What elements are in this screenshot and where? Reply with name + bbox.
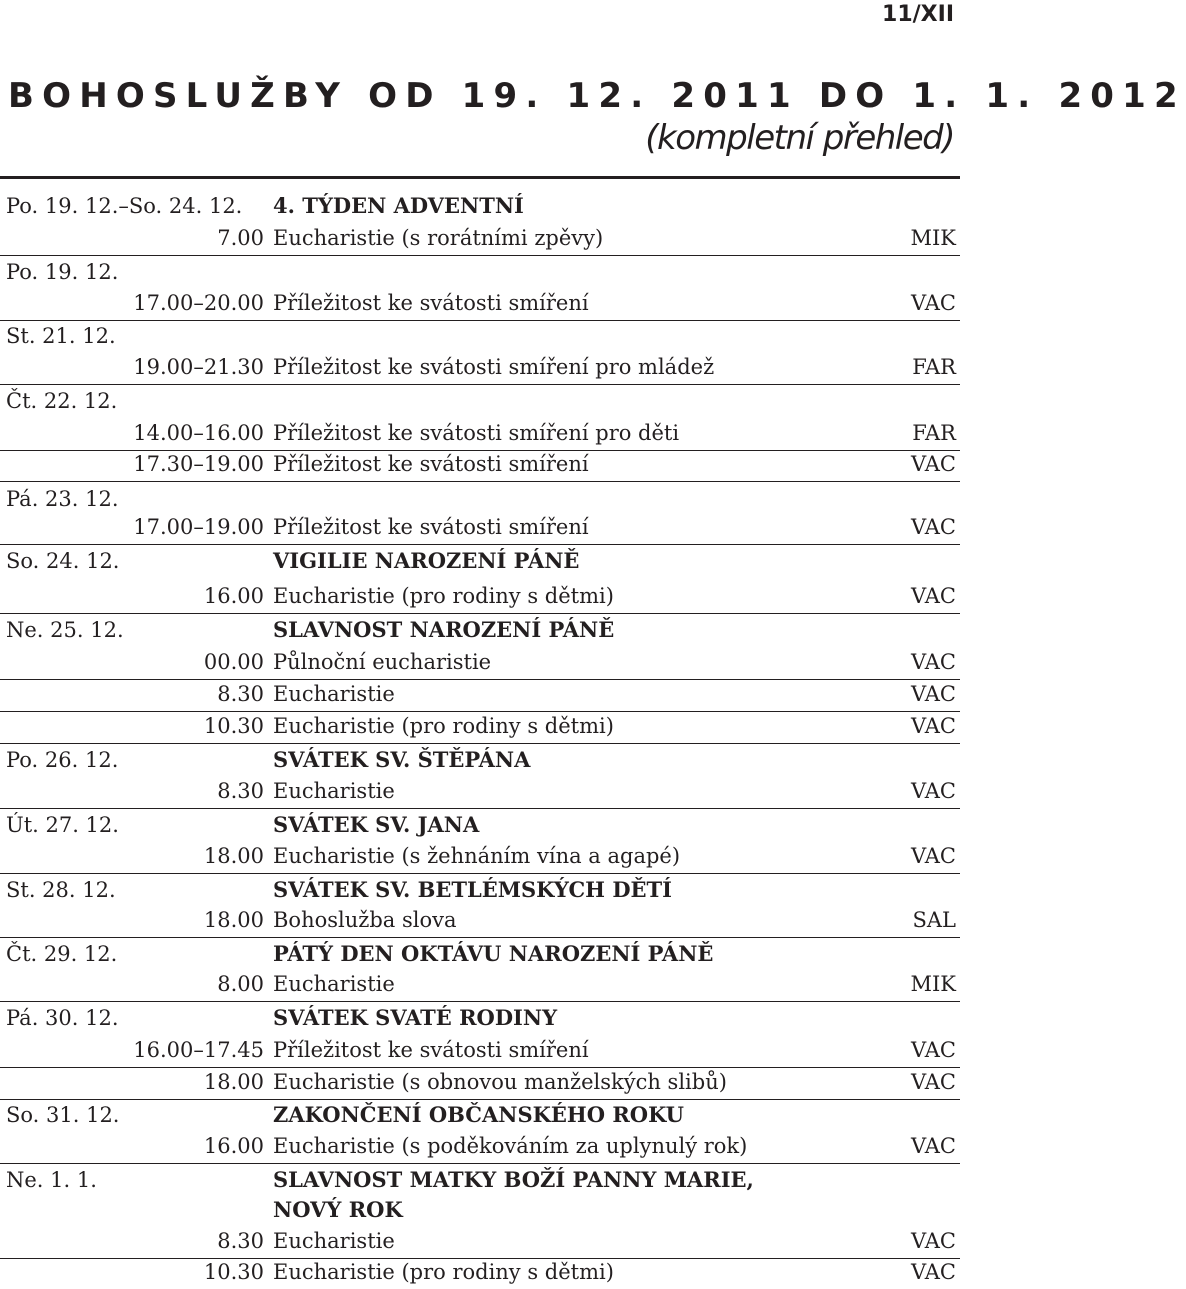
row-location: VAC [911, 650, 956, 674]
row-location: VAC [911, 515, 956, 539]
row-text: VIGILIE NAROZENÍ PÁNĚ [273, 548, 580, 573]
row-location: VAC [911, 682, 956, 706]
schedule-row [0, 485, 960, 516]
row-text: 4. TÝDEN ADVENTNÍ [273, 193, 524, 218]
row-text: Příležitost ke svátosti smíření [273, 452, 589, 476]
row-date: Út. 27. 12. [6, 813, 119, 837]
schedule-row [0, 712, 960, 744]
row-time: 8.30 [217, 1229, 264, 1253]
row-location: MIK [910, 972, 956, 996]
row-text: Příležitost ke svátosti smíření [273, 291, 589, 315]
row-text: SVÁTEK SV. BETLÉMSKÝCH DĚTÍ [273, 877, 672, 902]
schedule-row [0, 842, 960, 874]
schedule-row [0, 811, 960, 842]
schedule-row [0, 777, 960, 809]
row-time: 8.00 [217, 972, 264, 996]
row-text: Eucharistie (s obnovou manželských slibů) [273, 1070, 727, 1094]
schedule-row [0, 547, 960, 578]
schedule-row [0, 1068, 960, 1100]
schedule-row [0, 616, 960, 647]
row-text: Bohoslužba slova [273, 908, 457, 932]
schedule-row [0, 450, 960, 482]
schedule-row [0, 906, 960, 938]
schedule-row [0, 1004, 960, 1035]
row-date: Ne. 25. 12. [6, 618, 124, 642]
schedule-row [0, 970, 960, 1002]
row-date: Po. 19. 12. [6, 260, 119, 284]
row-location: VAC [911, 1134, 956, 1158]
row-date: So. 31. 12. [6, 1103, 120, 1127]
row-text: Eucharistie [273, 682, 395, 706]
row-date: Ne. 1. 1. [6, 1168, 97, 1192]
row-time: 18.00 [203, 844, 264, 868]
row-time: 14.00–16.00 [133, 421, 264, 445]
row-time: 17.30–19.00 [133, 452, 264, 476]
schedule-row [0, 1227, 960, 1259]
schedule-row [0, 940, 960, 971]
row-date: Čt. 22. 12. [6, 389, 118, 413]
schedule-row [0, 224, 960, 256]
schedule-row [0, 746, 960, 777]
row-text: Eucharistie (s poděkováním za uplynulý rok) [273, 1134, 748, 1158]
row-text: Eucharistie [273, 1229, 395, 1253]
row-time: 10.30 [203, 714, 264, 738]
row-text: SVÁTEK SV. ŠTĚPÁNA [273, 747, 531, 772]
schedule-row [0, 192, 960, 223]
schedule-row [0, 1258, 960, 1289]
schedule-row [0, 1166, 960, 1197]
row-time: 8.30 [217, 682, 264, 706]
row-location: VAC [911, 1038, 956, 1062]
row-location: FAR [912, 421, 956, 445]
schedule-row [0, 1196, 960, 1227]
row-location: VAC [911, 779, 956, 803]
row-time: 18.00 [203, 1070, 264, 1094]
row-date: Pá. 23. 12. [6, 487, 119, 511]
row-location: VAC [911, 714, 956, 738]
row-text: SLAVNOST NAROZENÍ PÁNĚ [273, 617, 615, 642]
row-time: 16.00 [203, 584, 264, 608]
schedule-row [0, 289, 960, 321]
row-text: SLAVNOST MATKY BOŽÍ PANNY MARIE, [273, 1167, 754, 1192]
row-text: Eucharistie [273, 779, 395, 803]
row-location: VAC [911, 584, 956, 608]
row-text: SVÁTEK SVATÉ RODINY [273, 1005, 558, 1030]
row-location: MIK [910, 226, 956, 250]
row-location: FAR [912, 355, 956, 379]
schedule-row [0, 582, 960, 614]
page-title: BOHOSLUŽBY OD 19. 12. 2011 DO 1. 1. 2012 [8, 76, 1186, 116]
row-date: Čt. 29. 12. [6, 942, 118, 966]
row-date: Pá. 30. 12. [6, 1006, 119, 1030]
row-location: VAC [911, 1070, 956, 1094]
row-text: SVÁTEK SV. JANA [273, 812, 480, 837]
row-text: Eucharistie [273, 972, 395, 996]
row-text: Eucharistie (pro rodiny s dětmi) [273, 1260, 614, 1284]
row-time: 00.00 [203, 650, 264, 674]
row-date: Po. 19. 12.–So. 24. 12. [6, 194, 243, 218]
row-text: Eucharistie (pro rodiny s dětmi) [273, 584, 614, 608]
row-time: 16.00 [203, 1134, 264, 1158]
row-date: Po. 26. 12. [6, 748, 119, 772]
row-location: VAC [911, 291, 956, 315]
row-text: ZAKONČENÍ OBČANSKÉHO ROKU [273, 1102, 684, 1127]
row-text: Půlnoční eucharistie [273, 650, 492, 674]
row-text: Eucharistie (s rorátními zpěvy) [273, 226, 604, 250]
schedule-row [0, 648, 960, 680]
schedule-row [0, 1132, 960, 1164]
row-location: SAL [912, 908, 956, 932]
row-text: Eucharistie (pro rodiny s dětmi) [273, 714, 614, 738]
row-location: VAC [911, 452, 956, 476]
row-text: Příležitost ke svátosti smíření [273, 515, 589, 539]
row-time: 17.00–19.00 [133, 515, 264, 539]
row-text: PÁTÝ DEN OKTÁVU NAROZENÍ PÁNĚ [273, 941, 714, 966]
row-time: 10.30 [203, 1260, 264, 1284]
row-time: 17.00–20.00 [133, 291, 264, 315]
row-time: 18.00 [203, 908, 264, 932]
row-text: Příležitost ke svátosti smíření pro děti [273, 421, 680, 445]
row-date: St. 21. 12. [6, 324, 116, 348]
row-time: 8.30 [217, 779, 264, 803]
schedule-row [0, 876, 960, 907]
row-text: Eucharistie (s žehnáním vína a agapé) [273, 844, 681, 868]
page-subtitle: (kompletní přehled) [645, 118, 954, 158]
row-date: So. 24. 12. [6, 549, 120, 573]
row-time: 7.00 [217, 226, 264, 250]
schedule-row [0, 322, 960, 353]
schedule-row [0, 680, 960, 712]
page-number: 11/XII [882, 2, 954, 27]
row-text: NOVÝ ROK [273, 1197, 403, 1222]
row-location: VAC [911, 1229, 956, 1253]
row-location: VAC [911, 1260, 956, 1284]
schedule-row [0, 513, 960, 545]
schedule-row [0, 1101, 960, 1132]
schedule-row [0, 419, 960, 451]
header-rule [0, 176, 960, 179]
row-time: 16.00–17.45 [133, 1038, 264, 1062]
row-text: Příležitost ke svátosti smíření [273, 1038, 589, 1062]
row-time: 19.00–21.30 [133, 355, 264, 379]
row-date: St. 28. 12. [6, 878, 116, 902]
schedule-row [0, 353, 960, 385]
schedule-row [0, 1036, 960, 1068]
schedule-row [0, 387, 960, 418]
row-text: Příležitost ke svátosti smíření pro mládež [273, 355, 715, 379]
schedule-row [0, 258, 960, 289]
row-location: VAC [911, 844, 956, 868]
